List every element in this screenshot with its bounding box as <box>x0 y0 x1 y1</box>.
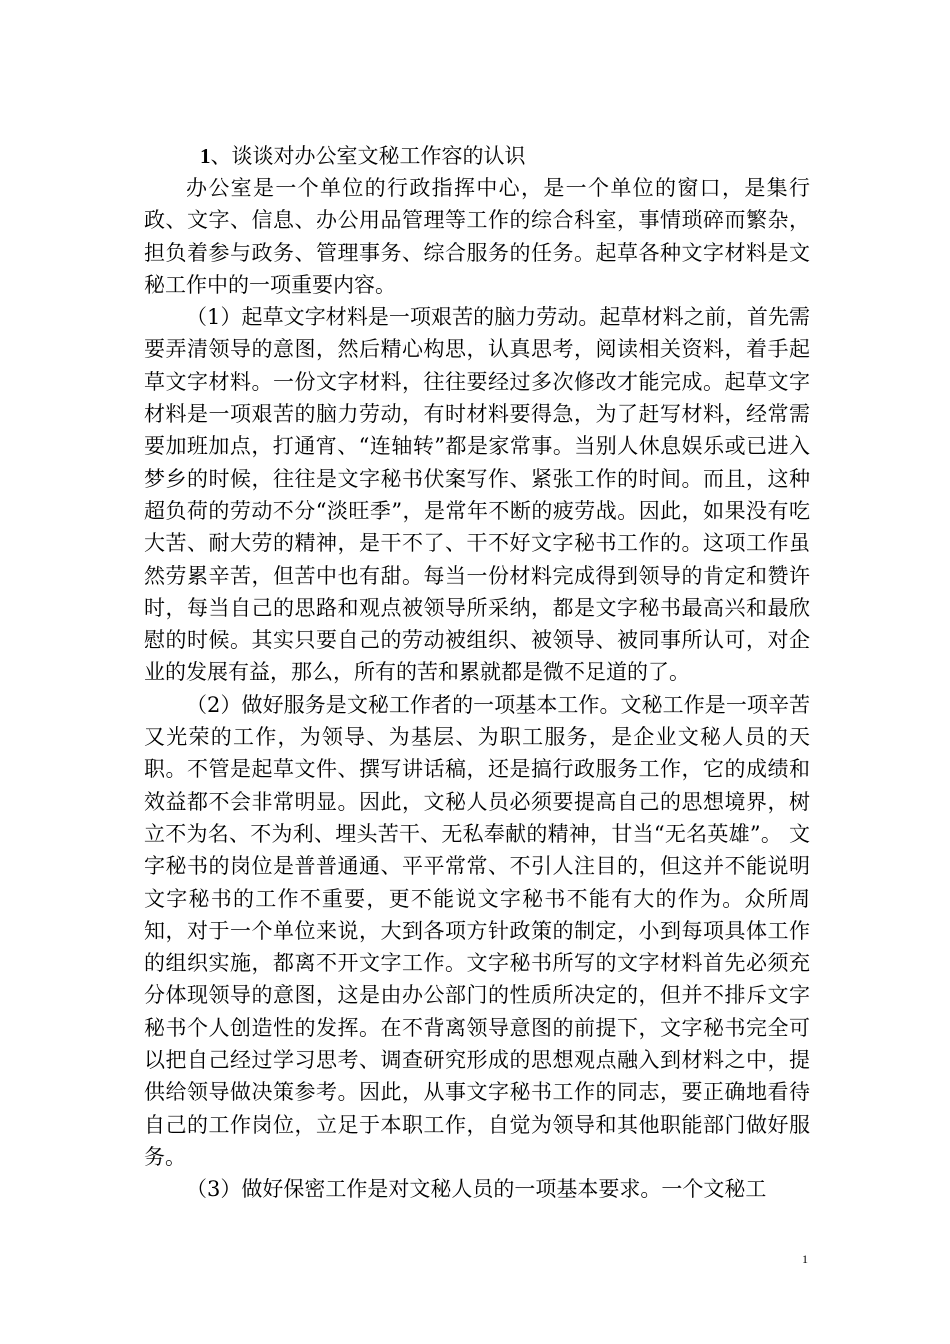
heading-number: 1 <box>200 144 211 168</box>
paragraph-intro: 办公室是一个单位的行政指挥中心，是一个单位的窗口，是集行政、文字、信息、办公用品管理等工作的综合科室，事情琐碎而繁杂，担负着参与政务、管理事务、综合服务的任务。起草各种文字材料是文秘工作中的一项重要内容。 <box>144 176 810 297</box>
paragraph-point-2: （2）做好服务是文秘工作者的一项基本工作。文秘工作是一项辛苦又光荣的工作，为领导、为基层、为职工服务，是企业文秘人员的天职。不管是起草文件、撰写讲话稿，还是搞行政服务工作，它的成绩和效益都不会非常明显。因此，文秘人员必须要提高自己的思想境界，树立不为名、不为利、埋头苦干、无私奉献的精神，甘当“无名英雄”。 文字秘书的岗位是普普通通、平平常常、不引人注目的，但这并不能说明文字秘书的工作不重要，更不能说文字秘书不能有大的作为。众所周知，对于一个单位来说，大到各项方针政策的制定，小到每项具体工作的组织实施，都离不开文字工作。文字秘书所写的文字材料首先必须充分体现领导的意图，这是由办公部门的性质所决定的，但并不排斥文字秘书个人创造性的发挥。在不背离领导意图的前提下，文字秘书完全可以把自己经过学习思考、调查研究形成的思想观点融入到材料之中，提供给领导做决策参考。因此，从事文字秘书工作的同志，要正确地看待自己的工作岗位，立足于本职工作，自觉为领导和其他职能部门做好服务。 <box>144 692 810 1169</box>
paragraph-point-3: （3）做好保密工作是对文秘人员的一项基本要求。一个文秘工 <box>186 1177 767 1202</box>
section-heading <box>144 140 810 172</box>
page-number: 1 <box>802 1252 808 1266</box>
heading-text: 、谈谈对办公室文秘工作容的认识 <box>210 144 526 168</box>
document-body <box>144 140 810 1206</box>
paragraph-point-1: （1）起草文字材料是一项艰苦的脑力劳动。起草材料之前，首先需要弄清领导的意图，然后精心构思，认真思考，阅读相关资料，着手起草文字材料。一份文字材料，往往要经过多次修改才能完成。起草文字材料是一项艰苦的脑力劳动，有时材料要得急，为了赶写材料，经常需要加班加点，打通宵、“连轴转”都是家常事。当别人休息娱乐或已进入梦乡的时候，往往是文字秘书伏案写作、紧张工作的时间。而且，这种超负荷的劳动不分“淡旺季”，是常年不断的疲劳战。因此，如果没有吃大苦、耐大劳的精神，是干不了、干不好文字秘书工作的。这项工作虽然劳累辛苦，但苦中也有甜。每当一份材料完成得到领导的肯定和赞许时，每当自己的思路和观点被领导所采纳，都是文字秘书最高兴和最欣慰的时候。其实只要自己的劳动被组织、被领导、被同事所认可，对企业的发展有益，那么，所有的苦和累就都是微不足道的了。 <box>144 305 810 685</box>
